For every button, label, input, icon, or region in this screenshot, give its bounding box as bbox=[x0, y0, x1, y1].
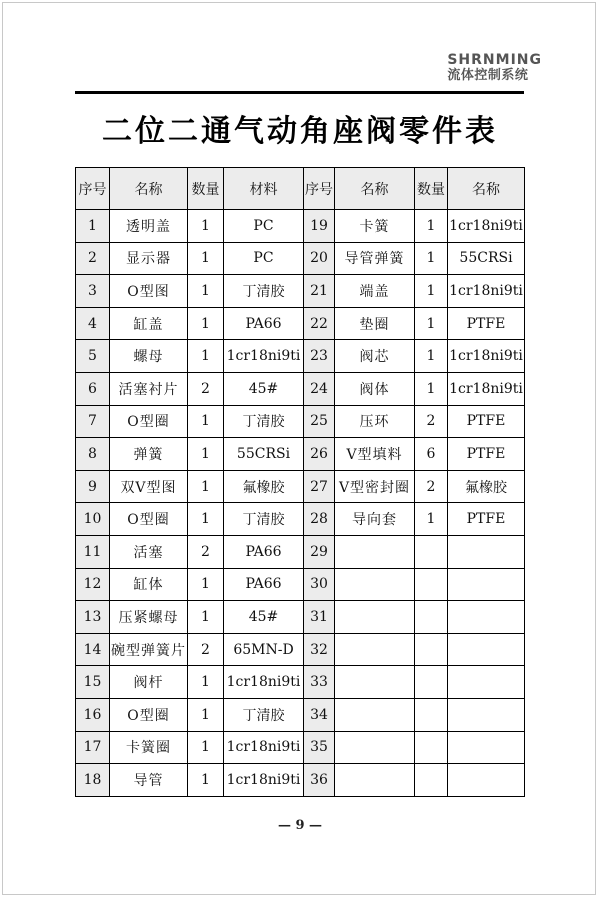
part-number: 23 bbox=[304, 340, 335, 373]
part-quantity: 1 bbox=[188, 731, 224, 764]
part-name bbox=[335, 601, 415, 634]
part-material: 1cr18ni9ti bbox=[224, 666, 304, 699]
part-material: 45# bbox=[224, 372, 304, 405]
part-material bbox=[448, 535, 525, 568]
part-quantity: 1 bbox=[188, 568, 224, 601]
column-header: 名称 bbox=[335, 168, 415, 210]
part-quantity bbox=[415, 633, 448, 666]
part-number: 11 bbox=[76, 535, 110, 568]
part-quantity: 2 bbox=[415, 405, 448, 438]
part-number: 2 bbox=[76, 242, 110, 275]
table-row bbox=[76, 470, 525, 503]
part-material: 65MN-D bbox=[224, 633, 304, 666]
part-material: 55CRSi bbox=[224, 438, 304, 471]
part-quantity: 1 bbox=[415, 340, 448, 373]
part-name bbox=[335, 535, 415, 568]
brand-name-cn: 流体控制系统 bbox=[447, 68, 529, 83]
part-name: O型图 bbox=[110, 275, 188, 308]
brand-name-en: SHRNMING bbox=[447, 52, 542, 68]
part-material: PTFE bbox=[448, 438, 525, 471]
part-name: 缸盖 bbox=[110, 307, 188, 340]
table-row bbox=[76, 242, 525, 275]
part-name: 压紧螺母 bbox=[110, 601, 188, 634]
part-material: PTFE bbox=[448, 405, 525, 438]
part-name: 双V型图 bbox=[110, 470, 188, 503]
part-name: V型密封圈 bbox=[335, 470, 415, 503]
table-row bbox=[76, 405, 525, 438]
column-header: 数量 bbox=[415, 168, 448, 210]
part-name: O型圈 bbox=[110, 698, 188, 731]
part-material bbox=[448, 633, 525, 666]
part-name: 阀杆 bbox=[110, 666, 188, 699]
part-quantity: 1 bbox=[415, 210, 448, 243]
part-material: 丁清胶 bbox=[224, 698, 304, 731]
part-quantity: 2 bbox=[188, 535, 224, 568]
table-row bbox=[76, 568, 525, 601]
part-number: 15 bbox=[76, 666, 110, 699]
part-name: 卡簧圈 bbox=[110, 731, 188, 764]
part-quantity: 1 bbox=[188, 405, 224, 438]
part-quantity: 1 bbox=[188, 764, 224, 797]
part-name: 活塞衬片 bbox=[110, 372, 188, 405]
part-name: V型填料 bbox=[335, 438, 415, 471]
part-quantity bbox=[415, 535, 448, 568]
table-row bbox=[76, 372, 525, 405]
part-material bbox=[448, 698, 525, 731]
header-rule bbox=[75, 91, 524, 94]
table-body bbox=[76, 210, 525, 797]
parts-table bbox=[75, 167, 525, 797]
column-header: 材料 bbox=[224, 168, 304, 210]
part-name: 缸体 bbox=[110, 568, 188, 601]
part-material: 1cr18ni9ti bbox=[224, 731, 304, 764]
part-name: 阀体 bbox=[335, 372, 415, 405]
part-quantity: 1 bbox=[415, 503, 448, 536]
table-row bbox=[76, 731, 525, 764]
part-number: 3 bbox=[76, 275, 110, 308]
part-number: 30 bbox=[304, 568, 335, 601]
table-row bbox=[76, 275, 525, 308]
part-number: 5 bbox=[76, 340, 110, 373]
part-material bbox=[448, 731, 525, 764]
part-name bbox=[335, 633, 415, 666]
part-quantity: 2 bbox=[415, 470, 448, 503]
part-number: 33 bbox=[304, 666, 335, 699]
part-number: 4 bbox=[76, 307, 110, 340]
part-number: 35 bbox=[304, 731, 335, 764]
table-header-row bbox=[76, 168, 525, 210]
part-number: 25 bbox=[304, 405, 335, 438]
part-material: 1cr18ni9ti bbox=[448, 210, 525, 243]
part-quantity: 1 bbox=[188, 275, 224, 308]
part-number: 14 bbox=[76, 633, 110, 666]
column-header: 名称 bbox=[110, 168, 188, 210]
part-number: 18 bbox=[76, 764, 110, 797]
part-name bbox=[335, 731, 415, 764]
part-name: 导向套 bbox=[335, 503, 415, 536]
part-quantity: 1 bbox=[188, 666, 224, 699]
part-name: 阀芯 bbox=[335, 340, 415, 373]
part-material: 丁清胶 bbox=[224, 405, 304, 438]
part-quantity bbox=[415, 764, 448, 797]
part-name: 压环 bbox=[335, 405, 415, 438]
part-quantity bbox=[415, 666, 448, 699]
page-number: — 9 — bbox=[277, 818, 323, 833]
part-material: 1cr18ni9ti bbox=[448, 275, 525, 308]
part-quantity: 2 bbox=[188, 633, 224, 666]
part-material: 1cr18ni9ti bbox=[224, 340, 304, 373]
part-material bbox=[448, 568, 525, 601]
part-material: 1cr18ni9ti bbox=[224, 764, 304, 797]
part-material bbox=[448, 764, 525, 797]
part-number: 16 bbox=[76, 698, 110, 731]
part-material: 氟橡胶 bbox=[224, 470, 304, 503]
part-material: PA66 bbox=[224, 307, 304, 340]
part-name: 螺母 bbox=[110, 340, 188, 373]
part-number: 28 bbox=[304, 503, 335, 536]
part-number: 26 bbox=[304, 438, 335, 471]
part-quantity: 1 bbox=[188, 601, 224, 634]
part-material: PC bbox=[224, 210, 304, 243]
part-number: 13 bbox=[76, 601, 110, 634]
part-name: 显示器 bbox=[110, 242, 188, 275]
table-row bbox=[76, 438, 525, 471]
part-number: 9 bbox=[76, 470, 110, 503]
part-number: 24 bbox=[304, 372, 335, 405]
part-quantity: 1 bbox=[415, 372, 448, 405]
part-name: 碗型弹簧片 bbox=[110, 633, 188, 666]
part-name bbox=[335, 698, 415, 731]
table-row bbox=[76, 503, 525, 536]
part-material: 丁清胶 bbox=[224, 275, 304, 308]
part-number: 6 bbox=[76, 372, 110, 405]
part-quantity: 2 bbox=[188, 372, 224, 405]
table-row bbox=[76, 764, 525, 797]
part-quantity bbox=[415, 731, 448, 764]
part-number: 19 bbox=[304, 210, 335, 243]
part-name: O型圈 bbox=[110, 405, 188, 438]
part-number: 21 bbox=[304, 275, 335, 308]
part-number: 1 bbox=[76, 210, 110, 243]
part-quantity: 1 bbox=[415, 307, 448, 340]
part-name bbox=[335, 666, 415, 699]
part-quantity: 1 bbox=[188, 470, 224, 503]
table-row bbox=[76, 698, 525, 731]
column-header: 序号 bbox=[76, 168, 110, 210]
part-number: 20 bbox=[304, 242, 335, 275]
part-name: 卡簧 bbox=[335, 210, 415, 243]
column-header: 序号 bbox=[304, 168, 335, 210]
part-quantity: 1 bbox=[415, 242, 448, 275]
part-number: 17 bbox=[76, 731, 110, 764]
part-quantity: 1 bbox=[188, 210, 224, 243]
part-number: 34 bbox=[304, 698, 335, 731]
part-name bbox=[335, 568, 415, 601]
part-name: 弹簧 bbox=[110, 438, 188, 471]
part-material bbox=[448, 666, 525, 699]
part-material: PTFE bbox=[448, 503, 525, 536]
part-quantity: 1 bbox=[188, 503, 224, 536]
table-row bbox=[76, 535, 525, 568]
part-material: PA66 bbox=[224, 568, 304, 601]
part-quantity: 1 bbox=[188, 698, 224, 731]
part-quantity bbox=[415, 698, 448, 731]
part-name: 导管弹簧 bbox=[335, 242, 415, 275]
part-name: 活塞 bbox=[110, 535, 188, 568]
part-material: 55CRSi bbox=[448, 242, 525, 275]
part-quantity: 1 bbox=[415, 275, 448, 308]
part-material: PC bbox=[224, 242, 304, 275]
part-name: 导管 bbox=[110, 764, 188, 797]
table-row bbox=[76, 340, 525, 373]
table-row bbox=[76, 633, 525, 666]
table-row bbox=[76, 601, 525, 634]
part-number: 12 bbox=[76, 568, 110, 601]
part-quantity: 1 bbox=[188, 438, 224, 471]
part-material: 1cr18ni9ti bbox=[448, 340, 525, 373]
part-material: 1cr18ni9ti bbox=[448, 372, 525, 405]
part-material: PTFE bbox=[448, 307, 525, 340]
page-title: 二位二通气动角座阀零件表 bbox=[102, 114, 498, 149]
table-row bbox=[76, 666, 525, 699]
part-material: 45# bbox=[224, 601, 304, 634]
part-name: 透明盖 bbox=[110, 210, 188, 243]
part-quantity bbox=[415, 601, 448, 634]
part-number: 29 bbox=[304, 535, 335, 568]
part-name: 端盖 bbox=[335, 275, 415, 308]
part-material: 丁清胶 bbox=[224, 503, 304, 536]
table-row bbox=[76, 307, 525, 340]
part-name: 垫圈 bbox=[335, 307, 415, 340]
table-row bbox=[76, 210, 525, 243]
part-material: 氟橡胶 bbox=[448, 470, 525, 503]
part-number: 32 bbox=[304, 633, 335, 666]
part-name: O型圈 bbox=[110, 503, 188, 536]
part-name bbox=[335, 764, 415, 797]
column-header: 名称 bbox=[448, 168, 525, 210]
part-quantity bbox=[415, 568, 448, 601]
part-quantity: 1 bbox=[188, 307, 224, 340]
part-number: 36 bbox=[304, 764, 335, 797]
part-material bbox=[448, 601, 525, 634]
part-number: 31 bbox=[304, 601, 335, 634]
part-number: 22 bbox=[304, 307, 335, 340]
part-quantity: 1 bbox=[188, 340, 224, 373]
part-number: 7 bbox=[76, 405, 110, 438]
part-quantity: 6 bbox=[415, 438, 448, 471]
column-header: 数量 bbox=[188, 168, 224, 210]
part-number: 27 bbox=[304, 470, 335, 503]
part-material: PA66 bbox=[224, 535, 304, 568]
part-number: 10 bbox=[76, 503, 110, 536]
part-number: 8 bbox=[76, 438, 110, 471]
part-quantity: 1 bbox=[188, 242, 224, 275]
brand-header bbox=[447, 52, 542, 84]
